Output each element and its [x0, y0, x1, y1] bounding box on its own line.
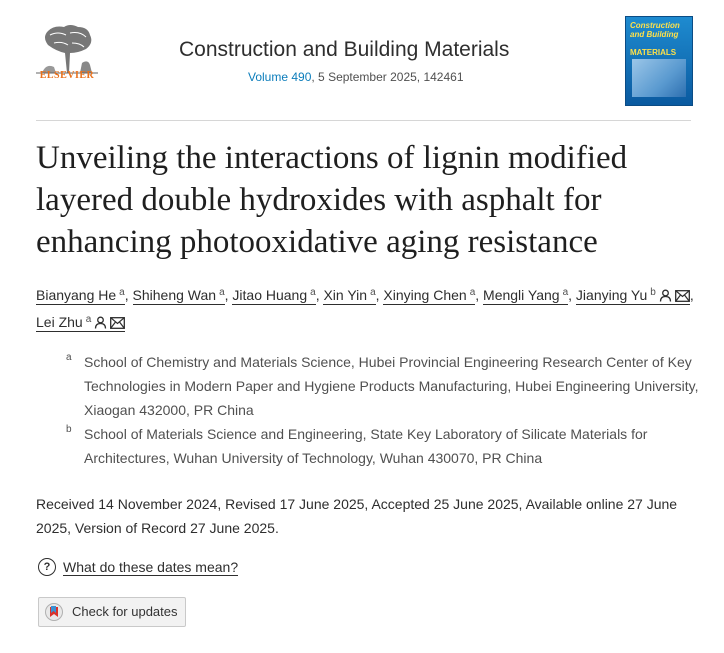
author-item[interactable]: [232, 287, 315, 305]
affiliation-item: [66, 422, 706, 470]
author-name[interactable]: Mengli Yang: [483, 287, 560, 303]
volume-link[interactable]: Volume 490: [248, 70, 312, 84]
person-icon[interactable]: [94, 312, 107, 336]
help-icon: ?: [38, 558, 56, 576]
cover-title: Construction and Building: [630, 21, 680, 39]
author-separator: ,: [124, 287, 133, 303]
person-icon[interactable]: [659, 285, 672, 309]
author-separator: ,: [375, 287, 384, 303]
author-affiliation-marker: a: [219, 287, 225, 298]
author-item[interactable]: [323, 287, 375, 305]
cover-photo: [632, 59, 686, 97]
author-affiliation-marker: a: [119, 287, 125, 298]
author-item[interactable]: [383, 287, 475, 305]
author-name[interactable]: Shiheng Wan: [132, 287, 217, 303]
author-item[interactable]: [36, 314, 125, 332]
cover-subtitle: MATERIALS: [630, 48, 677, 57]
affiliation-item: [66, 350, 706, 422]
affiliation-text: School of Chemistry and Materials Science, Hubei Provincial Engineering Research Center of Key Technologies in Modern Paper and Hygiene Products Manufacturing, Hubei Engineering University, Xiaogan 432000, PR China: [84, 354, 699, 418]
author-name[interactable]: Lei Zhu: [36, 314, 83, 330]
author-separator: ,: [689, 287, 694, 303]
check-for-updates-button[interactable]: [38, 597, 186, 627]
issue-details: , 5 September 2025, 142461: [311, 70, 464, 84]
author-separator: ,: [568, 287, 576, 303]
affiliation-text: School of Materials Science and Engineering, State Key Laboratory of Silicate Materials for Architectures, Wuhan University of Technology, Wuhan 430070, PR China: [84, 426, 648, 466]
affiliation-label: b: [66, 424, 72, 435]
journal-title[interactable]: Construction and Building Materials: [179, 38, 510, 61]
author-affiliation-marker: a: [469, 287, 476, 298]
author-item[interactable]: [483, 287, 568, 305]
author-separator: ,: [475, 287, 484, 303]
author-name[interactable]: Xinying Chen: [383, 287, 467, 303]
author-item[interactable]: [576, 287, 690, 305]
author-item[interactable]: [36, 287, 125, 305]
mail-icon[interactable]: [675, 285, 690, 309]
author-affiliation-marker: a: [370, 287, 376, 298]
crossmark-icon: [45, 603, 63, 621]
article-header: [0, 0, 724, 122]
author-name[interactable]: Jitao Huang: [232, 287, 308, 303]
author-separator: ,: [315, 287, 324, 303]
author-affiliation-marker: a: [310, 287, 316, 298]
author-affiliation-marker: a: [85, 314, 92, 325]
author-list: [36, 283, 706, 337]
affiliation-list: [66, 350, 706, 470]
author-name[interactable]: Jianying Yu: [575, 287, 648, 303]
author-affiliation-marker: a: [562, 287, 569, 298]
elsevier-wordmark[interactable]: ELSEVIER: [39, 70, 95, 81]
author-separator: ,: [224, 287, 233, 303]
author-name[interactable]: Bianyang He: [36, 287, 117, 303]
author-name[interactable]: Xin Yin: [323, 287, 368, 303]
author-affiliation-marker: b: [650, 287, 656, 298]
affiliation-label: a: [66, 352, 72, 363]
article-dates: Received 14 November 2024, Revised 17 June 2025, Accepted 25 June 2025, Available online 27 June 2025, Version of Record 27 June 2025.: [36, 496, 678, 536]
journal-cover-image[interactable]: [625, 16, 693, 106]
journal-issue-info: [248, 70, 464, 84]
author-item[interactable]: [133, 287, 225, 305]
article-title: Unveiling the interactions of lignin modified layered double hydroxides with asphalt for enhancing photooxidative aging resistance: [36, 140, 628, 260]
header-divider: [36, 120, 691, 121]
mail-icon[interactable]: [110, 312, 125, 336]
dates-help-link[interactable]: What do these dates mean?: [63, 559, 239, 575]
check-for-updates-label: Check for updates: [72, 604, 178, 619]
